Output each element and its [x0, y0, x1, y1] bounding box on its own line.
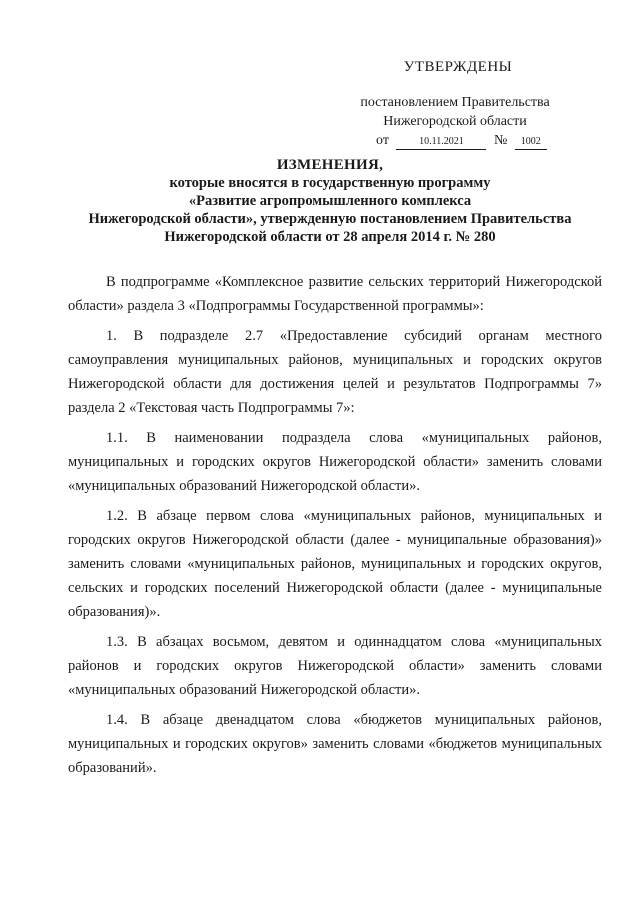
heading-line-4: Нижегородской области от 28 апреля 2014 г. № 280: [164, 229, 496, 245]
approval-region-line: Нижегородской области: [383, 114, 527, 129]
date-prefix: от: [376, 133, 389, 148]
paragraph-item-1-3: 1.3. В абзацах восьмом, девятом и одиннадцатом слова «муниципальных районов и городских округов Нижегородской области» заменить словами «муниципальных образований Нижегородской области».: [68, 634, 602, 698]
paragraph-item-1-1: 1.1. В наименовании подраздела слова «муниципальных районов, муниципальных и городских округов Нижегородской области» заменить словами «муниципальных образований Нижегородской области».: [68, 430, 602, 494]
approval-number: 1002: [515, 135, 547, 150]
approval-date: 10.11.2021: [396, 135, 486, 150]
heading-line-2: «Развитие агропромышленного комплекса: [188, 193, 472, 209]
paragraph-item-1-2: 1.2. В абзаце первом слова «муниципальных районов, муниципальных и городских округов Нижегородской области (далее - муниципальные образования)» заменить словами «муниципальных районов, муниципальных и городских округов, сельских и городских поселений Нижегородской области (далее - муниципальные образования)».: [68, 508, 602, 620]
paragraph-item-1: 1. В подразделе 2.7 «Предоставление субсидий органам местного самоуправления муниципальных районов, муниципальных и городских округов Нижегородской области для достижения целей и результатов Подпрограммы 7» раздела 2 «Текстовая часть Подпрограммы 7»:: [68, 328, 602, 416]
paragraph-intro: В подпрограмме «Комплексное развитие сельских территорий Нижегородской области» раздела 3 «Подпрограммы Государственной программы»:: [68, 274, 602, 314]
heading-line-1: которые вносятся в государственную программу: [169, 175, 491, 191]
approval-authority-line: постановлением Правительства: [360, 95, 550, 110]
approval-block: [300, 58, 610, 150]
approval-date-number-line: [300, 131, 610, 150]
heading-title: ИЗМЕНЕНИЯ,: [276, 157, 384, 173]
number-sign: №: [493, 133, 508, 148]
document-heading: [60, 156, 600, 246]
approval-stamp-title: УТВЕРЖДЕНЫ: [403, 59, 513, 75]
paragraph-item-1-4: 1.4. В абзаце двенадцатом слова «бюджетов муниципальных районов, муниципальных и городских округов» заменить словами «бюджетов муниципальных образований».: [68, 712, 602, 776]
document-body: [68, 270, 602, 786]
heading-line-3: Нижегородской области», утвержденную постановлением Правительства: [88, 211, 572, 227]
